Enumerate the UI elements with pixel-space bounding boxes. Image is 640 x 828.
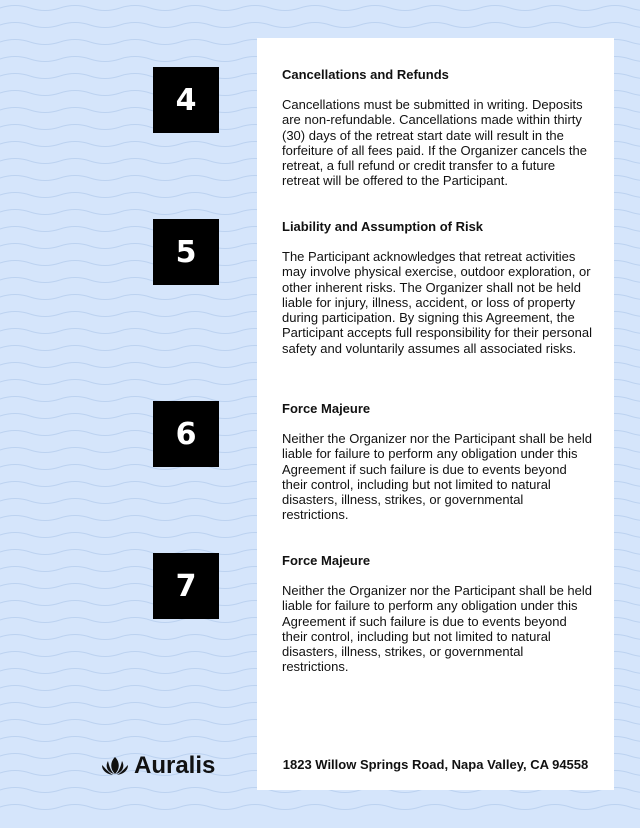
brand-name: Auralis [134, 752, 216, 779]
section-force-majeure-2 [282, 553, 592, 675]
section-body: The Participant acknowledges that retreat activities may involve physical exercise, outdoor exploration, or other inherent risks. The Organizer shall not be held liable for injury, illness, accident, or loss of property during participation. By signing this Agreement, the Participant accepts full responsibility for their personal safety and voluntarily assumes all associated risks. [282, 249, 592, 356]
section-body: Neither the Organizer nor the Participant shall be held liable for failure to perform any obligation under this Agreement if such failure is due to events beyond their control, including but not limited to natural disasters, illness, strikes, or governmental restrictions. [282, 583, 593, 675]
wave-line [0, 23, 640, 28]
wave-line [0, 805, 640, 810]
section-number-badge: 4 [153, 67, 219, 133]
section-title: Force Majeure [282, 553, 371, 568]
section-force-majeure [282, 401, 592, 523]
brand-logo [100, 752, 215, 780]
lotus-icon [100, 755, 130, 777]
section-number-badge: 6 [153, 401, 219, 467]
section-liability [282, 219, 592, 356]
section-number-badge: 5 [153, 219, 219, 285]
section-title: Force Majeure [282, 401, 371, 416]
section-cancellations [282, 67, 592, 189]
wave-line [0, 6, 640, 11]
section-body: Cancellations must be submitted in writing. Deposits are non-refundable. Cancellations made within thirty (30) days of the retreat start date will result in the forfeiture of all fees paid. If the Organizer cancels the retreat, a full refund or credit transfer to a future retreat will be offered to the Participant. [282, 97, 587, 189]
section-title: Cancellations and Refunds [282, 67, 449, 82]
section-body: Neither the Organizer nor the Participant shall be held liable for failure to perform any obligation under this Agreement if such failure is due to events beyond their control, including but not limited to natural disasters, illness, strikes, or governmental restrictions. [282, 431, 593, 523]
section-number-badge: 7 [153, 553, 219, 619]
footer-address: 1823 Willow Springs Road, Napa Valley, CA 94558 [282, 757, 589, 772]
section-title: Liability and Assumption of Risk [282, 219, 484, 234]
